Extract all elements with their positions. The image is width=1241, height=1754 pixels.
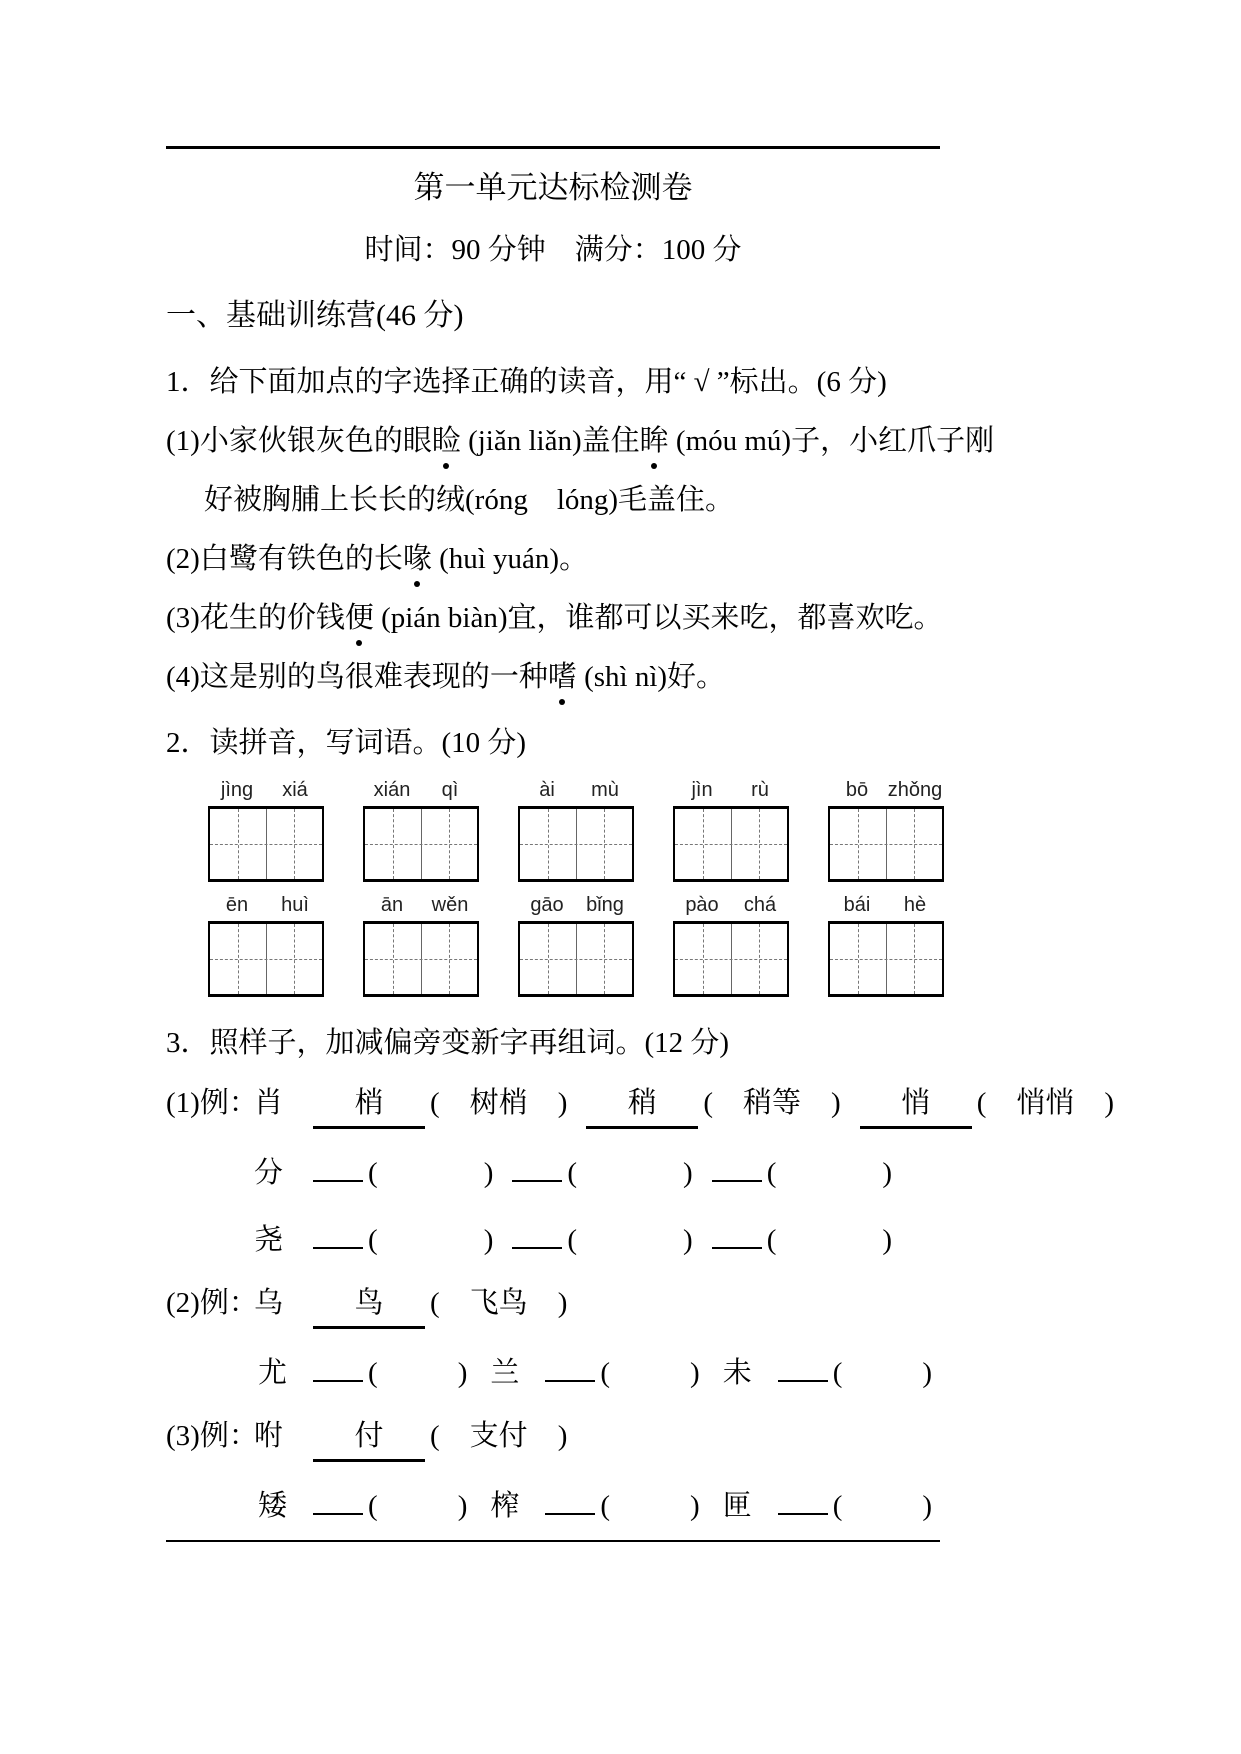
writing-box xyxy=(518,806,634,882)
pinyin-label xyxy=(518,894,634,921)
top-rule xyxy=(166,146,940,149)
q3-item xyxy=(712,1224,897,1256)
bottom-rule xyxy=(166,1540,940,1542)
q3-item xyxy=(313,1224,498,1256)
q3-item xyxy=(586,1087,845,1119)
example-word: 悄悄 xyxy=(1016,1087,1075,1119)
q1-line xyxy=(166,598,1166,638)
paren-close: ) xyxy=(683,1157,693,1189)
paren-open: ( xyxy=(976,1087,987,1119)
pinyin-label xyxy=(673,779,789,806)
pinyin-syllable: xián xyxy=(373,779,411,801)
q3-row xyxy=(166,1213,1166,1263)
pinyin-syllable: wěn xyxy=(431,894,469,916)
pinyin-label xyxy=(828,779,944,806)
answer-blank xyxy=(512,1213,562,1249)
grid-line xyxy=(365,844,477,845)
pinyin-syllable: ēn xyxy=(225,894,249,916)
q1-line xyxy=(166,480,1166,520)
paren-close: ) xyxy=(683,1224,693,1256)
paren-open: ( xyxy=(567,1224,578,1256)
dotted-char: 便 xyxy=(345,598,374,638)
answer-blank xyxy=(313,1479,363,1515)
pinyin-writing-unit xyxy=(828,779,944,882)
writing-box xyxy=(828,921,944,997)
pinyin-syllable: qì xyxy=(441,779,459,801)
q1-text: (pián biàn)宜，谁都可以买来吃，都喜欢吃。 xyxy=(373,602,943,634)
q3-item xyxy=(512,1224,697,1256)
paren-close: ) xyxy=(457,1490,468,1522)
paren-open: ( xyxy=(368,1357,378,1389)
dotted-char: 嗜 xyxy=(548,657,577,697)
q3-item xyxy=(486,1490,704,1522)
pinyin-syllable: jìng xyxy=(220,779,254,801)
grid-line xyxy=(675,844,787,845)
pinyin-writing-unit xyxy=(363,779,479,882)
pinyin-syllable: mù xyxy=(591,779,619,801)
q1-text: (1)小家伙银灰色的眼 xyxy=(166,425,432,457)
grid-line xyxy=(520,844,632,845)
pinyin-writing-unit xyxy=(363,894,479,997)
pinyin-syllable: chá xyxy=(743,894,777,916)
answer-blank xyxy=(313,1346,363,1382)
answer-blank xyxy=(512,1146,562,1182)
paren-close: ) xyxy=(557,1087,568,1119)
q3-item xyxy=(712,1157,897,1189)
pinyin-writing-unit xyxy=(828,894,944,997)
pinyin-label xyxy=(208,894,324,921)
q1-text: (huì yuán)。 xyxy=(431,543,589,575)
paren-close: ) xyxy=(882,1157,893,1189)
q3-rows xyxy=(166,1080,1166,1529)
paren-close: ) xyxy=(690,1490,700,1522)
pinyin-syllable: jìn xyxy=(691,779,713,801)
paren-close: ) xyxy=(1104,1087,1115,1119)
paren-open: ( xyxy=(368,1224,378,1256)
paren-close: ) xyxy=(690,1357,700,1389)
q1-text: 好被胸脯上长长的绒(róng lóng)毛盖住。 xyxy=(204,484,735,516)
base-character: 匣 xyxy=(722,1490,752,1522)
example-word: 飞鸟 xyxy=(469,1287,528,1319)
q3-row xyxy=(166,1080,1166,1129)
q3-item xyxy=(486,1357,704,1389)
pinyin-syllable: xiá xyxy=(282,779,308,801)
q3-item xyxy=(512,1157,697,1189)
q3-item xyxy=(254,1357,472,1389)
pinyin-box-row xyxy=(208,894,1166,997)
q1-text: (3)花生的价钱 xyxy=(166,602,345,634)
grid-line xyxy=(210,959,322,960)
answer-blank xyxy=(712,1146,762,1182)
pinyin-label xyxy=(673,894,789,921)
writing-box xyxy=(673,921,789,997)
q3-row xyxy=(166,1146,1166,1196)
paren-close: ) xyxy=(882,1224,893,1256)
paren-open: ( xyxy=(832,1357,843,1389)
page-content xyxy=(166,152,1166,1529)
q1-text: (jiǎn liǎn)盖住 xyxy=(460,425,640,457)
paren-open: ( xyxy=(832,1490,843,1522)
dotted-char: 睑 xyxy=(432,421,461,461)
base-character: 尤 xyxy=(258,1357,288,1389)
paren-close: ) xyxy=(457,1357,468,1389)
base-character: 肖 xyxy=(254,1087,284,1119)
paren-open: ( xyxy=(368,1490,378,1522)
paren-open: ( xyxy=(600,1357,611,1389)
q3-item xyxy=(719,1490,937,1522)
paren-open: ( xyxy=(703,1087,714,1119)
q3-item xyxy=(254,1490,472,1522)
answer-blank xyxy=(545,1479,595,1515)
q3-item xyxy=(313,1087,572,1119)
base-character: 乌 xyxy=(254,1287,284,1319)
q1-line xyxy=(166,421,1166,461)
q2-stem: 2．读拼音，写词语。(10 分) xyxy=(166,727,527,759)
pinyin-syllable: pào xyxy=(685,894,719,916)
answer-blank xyxy=(313,1213,363,1249)
base-character: 矮 xyxy=(258,1490,288,1522)
q1-text: (shì nì)好。 xyxy=(576,661,726,693)
grid-line xyxy=(520,959,632,960)
writing-box xyxy=(363,921,479,997)
q1-line xyxy=(166,539,1166,579)
paren-open: ( xyxy=(567,1157,578,1189)
pinyin-syllable: rù xyxy=(751,779,769,801)
pinyin-writing-unit xyxy=(208,779,324,882)
answer-blank xyxy=(313,1146,363,1182)
writing-box xyxy=(673,806,789,882)
pinyin-syllable: huì xyxy=(281,894,309,916)
paren-close: ) xyxy=(922,1357,933,1389)
q1-text: (2)白鹭有铁色的长 xyxy=(166,543,403,575)
pinyin-syllable: ài xyxy=(539,779,555,801)
grid-line xyxy=(210,844,322,845)
pinyin-label xyxy=(363,779,479,806)
pinyin-label xyxy=(208,779,324,806)
paren-open: ( xyxy=(766,1157,777,1189)
pinyin-syllable: hè xyxy=(903,894,927,916)
example-word: 稍等 xyxy=(743,1087,802,1119)
base-character: 未 xyxy=(722,1357,752,1389)
pinyin-syllable: bái xyxy=(843,894,871,916)
base-character: 咐 xyxy=(254,1420,284,1452)
pinyin-label xyxy=(828,894,944,921)
pinyin-syllable: bǐng xyxy=(586,894,624,916)
paren-close: ) xyxy=(483,1224,494,1256)
q3-item xyxy=(313,1287,572,1319)
paren-close: ) xyxy=(557,1287,568,1319)
exam-meta: 时间：90 分钟 满分：100 分 xyxy=(364,234,742,266)
writing-box xyxy=(518,921,634,997)
pinyin-writing-unit xyxy=(673,894,789,997)
example-answer: 稍 xyxy=(586,1080,698,1129)
q2-grid xyxy=(166,779,1166,997)
paren-open: ( xyxy=(430,1287,440,1319)
writing-box xyxy=(208,806,324,882)
base-character: 兰 xyxy=(490,1357,520,1389)
q3-row xyxy=(166,1280,1166,1329)
q3-row xyxy=(166,1413,1166,1462)
q1-stem: 1．给下面加点的字选择正确的读音，用“ √ ”标出。(6 分) xyxy=(166,366,887,398)
pinyin-label xyxy=(518,779,634,806)
grid-line xyxy=(675,959,787,960)
q3-example-label: (3)例： xyxy=(166,1420,258,1452)
example-answer: 鸟 xyxy=(313,1280,425,1329)
q3-item xyxy=(313,1157,498,1189)
q1-line xyxy=(166,657,1166,697)
paren-open: ( xyxy=(368,1157,378,1189)
q1-text: (móu mú)子，小红爪子刚 xyxy=(668,425,995,457)
grid-line xyxy=(365,959,477,960)
pinyin-writing-unit xyxy=(518,894,634,997)
example-answer: 梢 xyxy=(313,1080,425,1129)
writing-box xyxy=(363,806,479,882)
paren-open: ( xyxy=(430,1420,440,1452)
grid-line xyxy=(830,959,942,960)
pinyin-writing-unit xyxy=(208,894,324,997)
q1-text: (4)这是别的鸟很难表现的一种 xyxy=(166,661,548,693)
pinyin-writing-unit xyxy=(518,779,634,882)
paren-open: ( xyxy=(600,1490,611,1522)
dotted-char: 眸 xyxy=(640,421,669,461)
q1-lines xyxy=(166,421,1166,697)
base-character: 尧 xyxy=(254,1224,284,1256)
example-answer: 付 xyxy=(313,1413,425,1462)
example-word: 支付 xyxy=(469,1420,528,1452)
example-word: 树梢 xyxy=(469,1087,528,1119)
paren-open: ( xyxy=(430,1087,440,1119)
pinyin-label xyxy=(363,894,479,921)
answer-blank xyxy=(778,1479,828,1515)
q3-row xyxy=(166,1346,1166,1396)
q3-stem: 3．照样子，加减偏旁变新字再组词。(12 分) xyxy=(166,1027,730,1059)
page-title: 第一单元达标检测卷 xyxy=(413,170,693,205)
q3-item xyxy=(313,1420,572,1452)
pinyin-syllable: bō xyxy=(845,779,869,801)
pinyin-syllable: gāo xyxy=(530,894,564,916)
answer-blank xyxy=(545,1346,595,1382)
grid-line xyxy=(830,844,942,845)
paren-close: ) xyxy=(557,1420,568,1452)
q3-row xyxy=(166,1479,1166,1529)
q3-item xyxy=(860,1087,1119,1119)
answer-blank xyxy=(712,1213,762,1249)
pinyin-syllable: zhǒng xyxy=(887,779,943,801)
paren-open: ( xyxy=(766,1224,777,1256)
writing-box xyxy=(208,921,324,997)
q3-example-label: (1)例： xyxy=(166,1087,258,1119)
pinyin-syllable: ān xyxy=(380,894,404,916)
paren-close: ) xyxy=(483,1157,494,1189)
paren-close: ) xyxy=(831,1087,841,1119)
base-character: 榨 xyxy=(490,1490,520,1522)
writing-box xyxy=(828,806,944,882)
answer-blank xyxy=(778,1346,828,1382)
base-character: 分 xyxy=(254,1157,284,1189)
q3-item xyxy=(719,1357,937,1389)
example-answer: 悄 xyxy=(860,1080,972,1129)
pinyin-writing-unit xyxy=(673,779,789,882)
dotted-char: 喙 xyxy=(403,539,432,579)
pinyin-box-row xyxy=(208,779,1166,882)
q3-example-label: (2)例： xyxy=(166,1287,258,1319)
paren-close: ) xyxy=(922,1490,933,1522)
section-heading: 一、基础训练营(46 分) xyxy=(166,299,464,332)
